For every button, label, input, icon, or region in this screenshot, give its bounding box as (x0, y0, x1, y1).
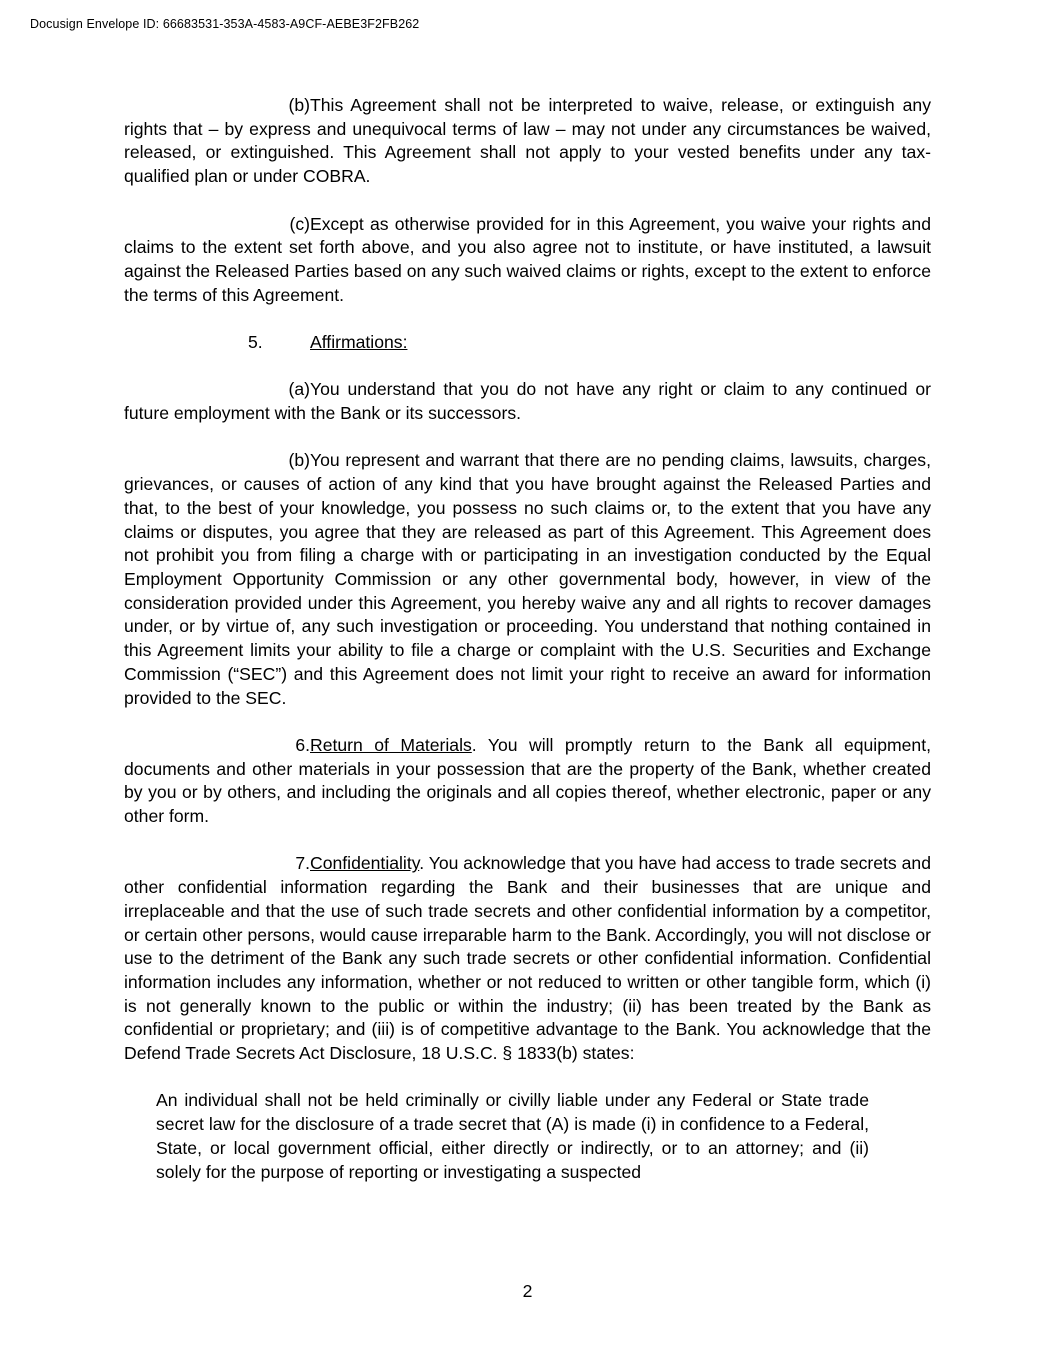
section-title: Affirmations: (310, 332, 408, 352)
page-number: 2 (522, 1281, 533, 1301)
paragraph-text: You understand that you do not have any right or claim to any continued or future employment with the Bank or its successors. (124, 379, 931, 424)
paragraph-label: (c) (289, 213, 310, 234)
section-5-heading (124, 331, 931, 355)
paragraph-text: . You will promptly return to the Bank all equipment, documents and other materials in your possession that are the property of the Bank, whether created by you or by others, and including the originals and all copies thereof, whether electronic, paper or any other form. (124, 734, 931, 827)
statute-quote: An individual shall not be held criminally or civilly liable under any Federal or State trade secret law for the disclosure of a trade secret that (A) is made (i) in confidence to a Federal, State, or local government official, either directly or indirectly, or to an attorney; and (ii) solely for the purpose of reporting or investigating a suspected (156, 1090, 869, 1182)
docusign-envelope-id: Docusign Envelope ID: 66683531-353A-4583-A9CF-AEBE3F2FB262 (30, 17, 420, 31)
section-7-paragraph (124, 852, 931, 1065)
paragraph-4b (124, 94, 931, 189)
section-number: 7. (295, 853, 310, 874)
paragraph-label: (b) (288, 95, 310, 115)
paragraph-text: This Agreement shall not be interpreted to waive, release, or extinguish any rights that – by express and unequivocal terms of law – may not under any circumstances be waived, released, or extinguished. This Agreement shall not apply to your vested benefits under any tax-qualified plan or under COBRA. (124, 95, 931, 187)
paragraph-label: (a) (288, 379, 310, 400)
paragraph-4c (124, 213, 931, 308)
section-6-paragraph (124, 734, 931, 829)
paragraph-text: You represent and warrant that there are no pending claims, lawsuits, charges, grievances, or causes of action of any kind that you have brought against the Released Parties and that, to the best of your knowledge, you possess no such claims or, to the extent that you have any claims or disputes, you agree that they are released as part of this Agreement. This Agreement does not prohibit you from filing a charge with or participating in an investigation conducted by the Equal Employment Opportunity Commission or any other governmental body, however, in view of the consideration provided under this Agreement, you hereby waive any and all rights to recover damages under, or by virtue of, any such investigation or proceeding. You understand that nothing contained in this Agreement limits your ability to file a charge or complaint with the U.S. Securities and Exchange Commission (“SEC”) and this Agreement does not limit your right to receive an award for information provided to the SEC. (124, 450, 931, 708)
paragraph-text: . You acknowledge that you have had access to trade secrets and other confidential information regarding the Bank and their businesses that are unique and irreplaceable and that the use of such trade secrets and other confidential information by a competitor, or certain other persons, would cause irreparable harm to the Bank. Accordingly, you will not disclose or use to the detriment of the Bank any such trade secrets or other confidential information. Confidential information includes any information, whether or not reduced to written or other tangible form, which (i) is not generally known to the public or within the industry; (ii) has been treated by the Bank as confidential or proprietary; and (iii) is of competitive advantage to the Bank. You acknowledge that the Defend Trade Secrets Act Disclosure, 18 U.S.C. § 1833(b) states: (124, 853, 931, 1064)
paragraph-5b (124, 449, 931, 710)
document-body (124, 94, 931, 1184)
section-number: 6. (295, 734, 310, 755)
paragraph-label: (b) (288, 450, 310, 471)
paragraph-text: Except as otherwise provided for in this Agreement, you waive your rights and claims to the extent set forth above, and you also agree not to institute, or have instituted, a lawsuit against the Released Parties based on any such waived claims or rights, except to the extent to enforce the terms of this Agreement. (124, 213, 931, 305)
section-title: Confidentiality (310, 853, 420, 874)
paragraph-5a (124, 378, 931, 425)
section-title: Return of Materials (310, 734, 472, 755)
section-number: 5. (248, 332, 263, 352)
